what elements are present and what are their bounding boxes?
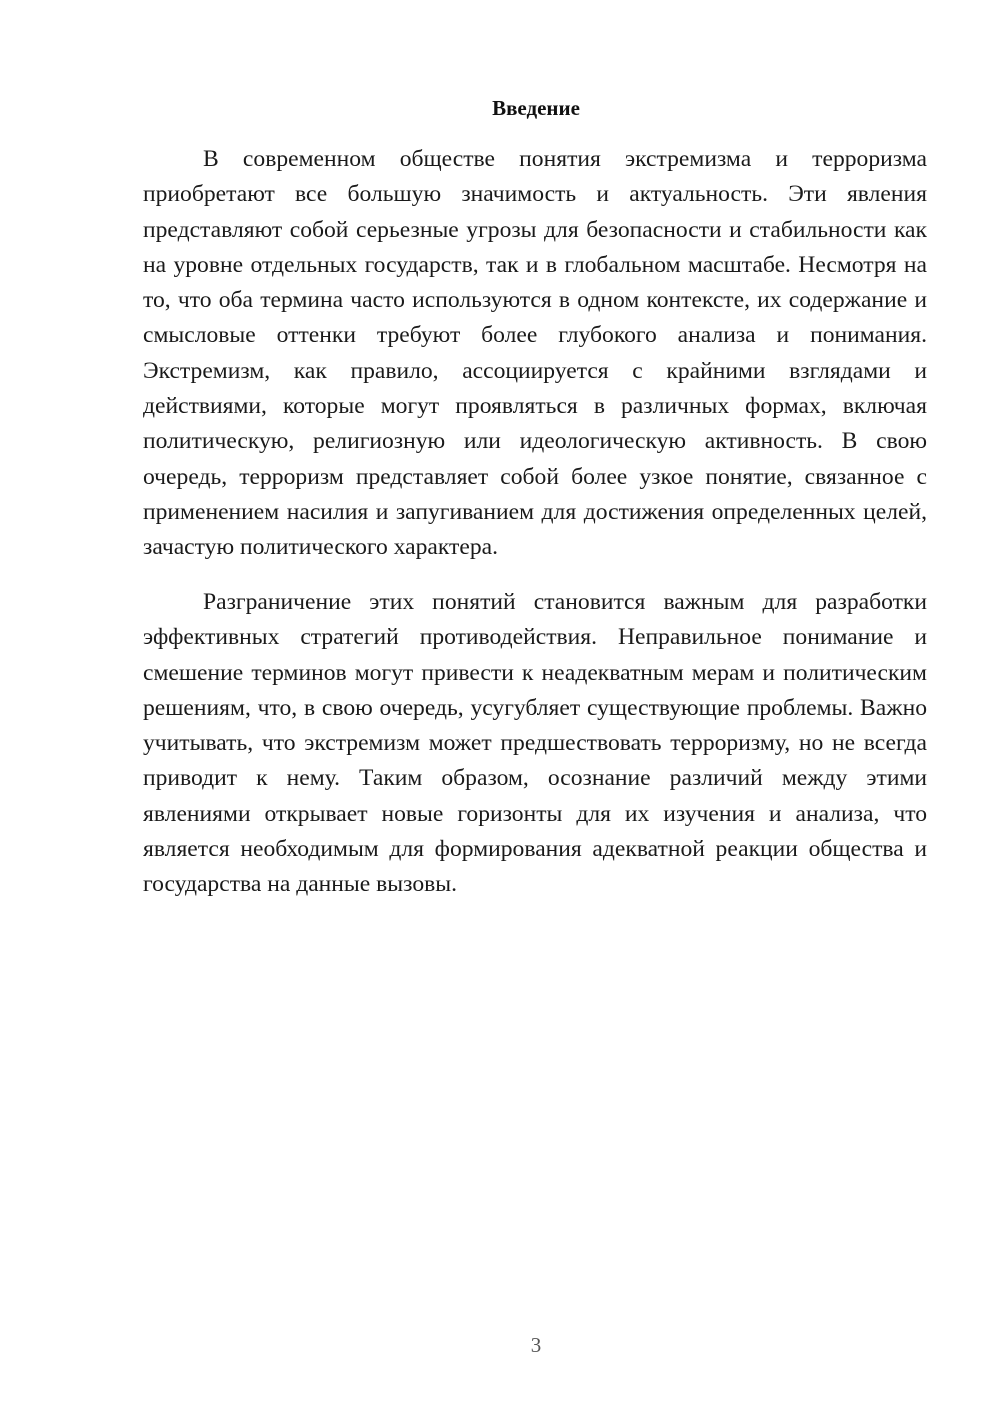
paragraph-2: Разграничение этих понятий становится важным для разработки эффективных стратегий противодействия. Неправильное понимание и смешение терминов могут привести к неадекватным мерам и политическим решениям, что, в свою очередь, усугубляет существующие проблемы. Важно учитывать, что экстремизм может предшествовать терроризму, но не всегда приводит к нему. Таким образом, осознание различий между этими явлениями открывает новые горизонты для их изучения и анализа, что является необходимым для формирования адекватной реакции общества и государства на данные вызовы.	[143, 589, 927, 898]
section-title: Введение	[492, 96, 580, 120]
page-number: 3	[530, 1333, 542, 1357]
paragraph-1: В современном обществе понятия экстремизма и терроризма приобретают все большую значимость и актуальность. Эти явления представляют собой серьезные угрозы для безопасности и стабильности как на уровне отдельных государств, так и в глобальном масштабе. Несмотря на то, что оба термина часто используются в одном контексте, их содержание и смысловые оттенки требуют более глубокого анализа и понимания. Экстремизм, как правило, ассоциируется с крайними взглядами и действиями, которые могут проявляться в различных формах, включая политическую, религиозную или идеологическую активность. В свою очередь, терроризм представляет собой более узкое понятие, связанное с применением насилия и запугиванием для достижения определенных целей, зачастую политического характера.	[143, 146, 927, 561]
